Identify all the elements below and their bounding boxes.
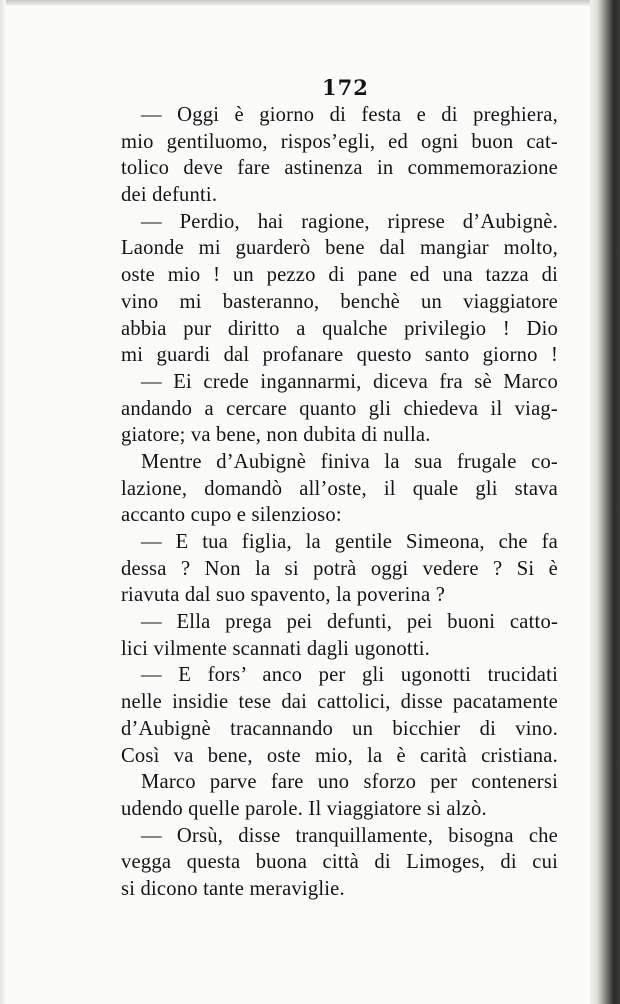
text-line: mi guardi dal profanare questo santo giorno ! <box>121 344 558 367</box>
text-line: Mentre d’Aubignè finiva la sua frugale co- <box>141 450 558 473</box>
text-line: — E fors’ anco per gli ugonotti trucidati <box>141 664 558 687</box>
text-line: andando a cercare quanto gli chiedeva il viag- <box>121 397 558 420</box>
text-line: Marco parve fare uno sforzo per contenersi <box>141 771 558 794</box>
text-line: — Ella prega pei defunti, pei buoni catto- <box>141 611 558 634</box>
text-line: lici vilmente scannati dagli ugonotti. <box>121 637 431 660</box>
text-line: mio gentiluomo, rispos’egli, ed ogni buon cat- <box>121 130 558 153</box>
text-line: abbia pur diritto a qualche privilegio ! Dio <box>121 317 558 340</box>
text-line: d’Aubignè tracannando un bicchier di vino. <box>121 717 558 740</box>
text-line: — E tua figlia, la gentile Simeona, che fa <box>141 531 558 553</box>
text-line: udendo quelle parole. Il viaggiatore si alzò. <box>121 797 487 820</box>
text-line: oste mio ! un pezzo di pane ed una tazza di <box>121 264 558 287</box>
text-line: vegga questa buona città di Limoges, di cui <box>121 851 558 874</box>
text-line: riavuta dal suo spavento, la poverina ? <box>121 584 446 607</box>
page-left-shadow <box>0 0 6 1004</box>
text-line: nelle insidie tese dai cattolici, disse pacatamente <box>121 691 558 714</box>
text-line: accanto cupo e silenzioso: <box>121 504 342 527</box>
text-line: dessa ? Non la si potrà oggi vedere ? Si è <box>121 557 558 580</box>
text-line: dei defunti. <box>121 184 218 207</box>
page-top-edge <box>0 0 620 6</box>
page-number: 172 <box>322 75 369 100</box>
book-spine-edge <box>590 0 620 1004</box>
text-line: — Perdio, hai ragione, riprese d’Aubignè. <box>141 210 558 233</box>
body-text <box>121 102 558 903</box>
text-line: — Ei crede ingannarmi, diceva fra sè Marco <box>141 370 558 393</box>
text-line: Così va bene, oste mio, la è carità cristiana. <box>121 744 558 767</box>
text-line: vino mi basteranno, benchè un viaggiatore <box>121 290 558 313</box>
text-line: — Oggi è giorno di festa e di preghiera, <box>141 104 558 126</box>
text-line: lazione, domandò all’oste, il quale gli stava <box>121 477 558 500</box>
text-line: — Orsù, disse tranquillamente, bisogna che <box>141 824 558 847</box>
text-line: si dicono tante meraviglie. <box>121 877 345 900</box>
text-line: tolico deve fare astinenza in commemorazione <box>121 157 558 180</box>
text-line: Laonde mi guarderò bene dal mangiar molto, <box>121 237 558 260</box>
text-line: giatore; va bene, non dubita di nulla. <box>121 424 431 447</box>
